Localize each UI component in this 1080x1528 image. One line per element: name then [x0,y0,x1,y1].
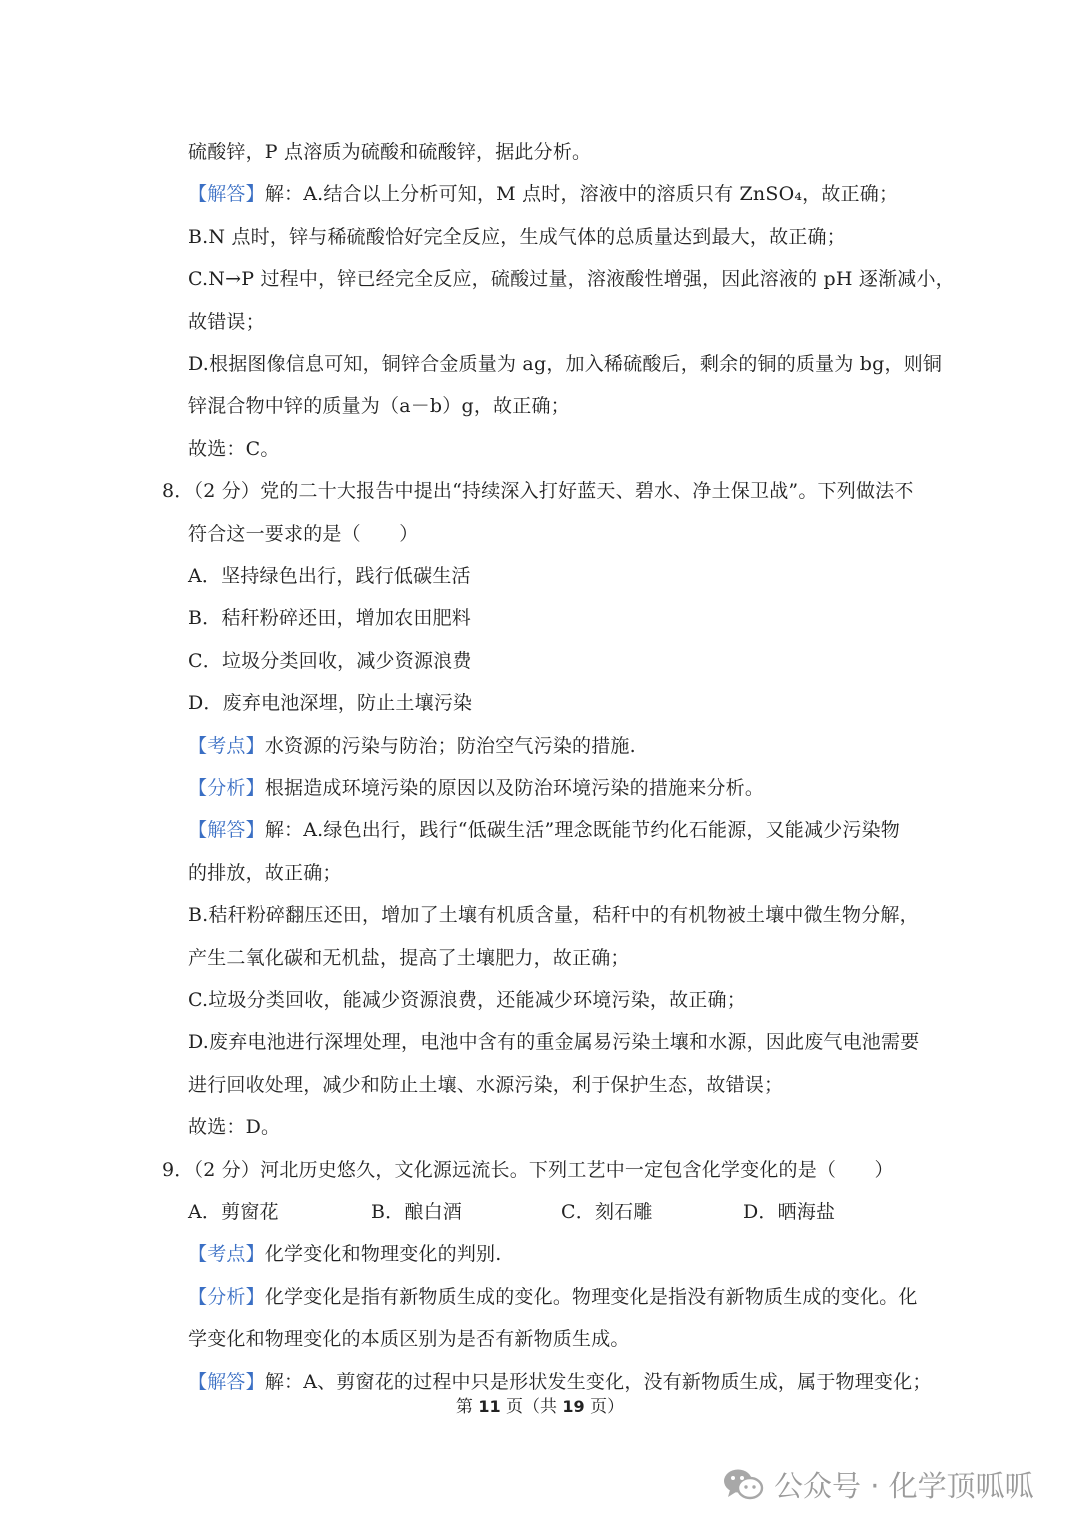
text-line [188,222,846,252]
line-text: 化学变化和物理变化的判别. [264,1243,502,1266]
line-text: 根据造成环境污染的原因以及防治环境污染的措施来分析。 [264,777,765,799]
text-line [188,561,471,591]
watermark [722,1462,1034,1506]
line-text: 化学变化是指有新物质生成的变化。物理变化是指没有新物质生成的变化。化 [264,1285,918,1308]
line-text: C.垃圾分类回收，能减少资源浪费，还能减少环境污染，故正确； [188,989,746,1011]
tag-bracket-open: 【 [188,1285,208,1308]
footer-suffix: 页） [584,1397,625,1417]
text-line [188,815,900,845]
text-line [188,179,898,209]
tag-bracket-close: 】 [245,734,265,757]
tag-bracket-close: 】 [245,1285,265,1308]
line-text: 故选：D。 [188,1116,281,1139]
tag-bracket-open: 【 [188,1243,208,1266]
text-line [188,858,342,888]
tag-bracket-close: 】 [245,1243,265,1266]
line-text: D.废弃电池进行深埋处理，电池中含有的重金属易污染土壤和水源，因此废气电池需要 [188,1031,920,1054]
page-footer [0,1394,1080,1420]
text-line [188,900,919,930]
text-line [188,1282,918,1312]
line-text: 锌混合物中锌的质量为（a－b）g，故正确； [188,395,570,418]
option-choice: B．酿白酒 [371,1201,462,1223]
section-tag: 解答 [207,819,246,842]
tag-bracket-close: 】 [245,1370,265,1393]
line-text: D.根据图像信息可知，铜锌合金质量为 ag，加入稀硫酸后，剩余的铜的质量为 bg，则铜 [188,353,943,375]
text-line [188,1239,501,1269]
text-line [188,603,471,633]
current-page-number: 11 [478,1397,501,1416]
section-tag: 考点 [207,1243,246,1266]
line-text: 符合这一要求的是（ ） [188,522,419,545]
text-line [188,731,636,761]
text-line [188,688,472,718]
text-line [188,1112,280,1142]
tag-bracket-close: 】 [245,819,265,842]
line-text: 故选：C。 [188,437,280,460]
total-page-number: 19 [562,1397,585,1416]
line-text: D．废弃电池深埋，防止土壤污染 [188,692,473,715]
tag-bracket-open: 【 [188,819,208,842]
tag-bracket-open: 【 [188,183,208,206]
line-text: 9．（2 分）河北历史悠久，文化源远流长。下列工艺中一定包含化学变化的是（ ） [162,1158,894,1181]
watermark-text: 公众号 · 化学顶呱呱 [774,1468,1034,1503]
wechat-icon [722,1467,764,1501]
line-text: 解：A.结合以上分析可知，M 点时，溶液中的溶质只有 ZnSO₄，故正确； [264,183,899,206]
text-line [188,1027,919,1057]
tag-bracket-close: 】 [245,183,265,206]
line-text: 进行回收处理，减少和防止土壤、水源污染，利于保护生态，故错误； [188,1073,784,1096]
text-line [188,1367,932,1397]
text-line [188,391,570,421]
section-tag: 解答 [207,1370,246,1393]
line-text: B.秸秆粉碎翻压还田，增加了土壤有机质含量，秸秆中的有机物被土壤中微生物分解， [188,904,919,927]
line-text: B．秸秆粉碎还田，增加农田肥料 [188,607,471,630]
line-text: 硫酸锌，P 点溶质为硫酸和硫酸锌，据此分析。 [188,141,592,163]
footer-middle: 页（共 [500,1397,563,1417]
text-line [188,434,280,464]
question-line [162,1155,894,1185]
line-text: 解：A.绿色出行，践行“低碳生活”理念既能节约化石能源，又能减少污染物 [264,819,901,842]
text-line [188,943,630,973]
footer-prefix: 第 [455,1397,479,1417]
line-text: 学变化和物理变化的本质区别为是否有新物质生成。 [188,1328,630,1351]
tag-bracket-open: 【 [188,1370,208,1393]
text-line [188,773,764,803]
tag-bracket-open: 【 [188,777,208,799]
text-line [188,519,418,549]
section-tag: 考点 [207,734,246,757]
text-line [188,307,265,337]
line-text: 8．（2 分）党的二十大报告中提出“持续深入打好蓝天、碧水、净土保卫战”。下列做法不 [162,480,914,503]
text-line [188,1324,630,1354]
section-tag: 解答 [207,183,246,206]
option-row [0,1197,1080,1227]
line-text: 解：A、剪窗花的过程中只是形状发生变化，没有新物质生成，属于物理变化； [264,1370,932,1393]
text-line [188,264,955,294]
option-choice: C．刻石雕 [561,1201,653,1223]
line-text: A．坚持绿色出行，践行低碳生活 [188,565,471,587]
text-line [188,349,942,379]
section-tag: 分析 [207,1285,246,1308]
question-line [162,476,914,506]
tag-bracket-close: 】 [245,777,265,799]
text-line [188,646,472,676]
section-tag: 分析 [207,777,246,799]
line-text: 产生二氧化碳和无机盐，提高了土壤肥力，故正确； [188,946,630,969]
option-choice: D．晒海盐 [743,1201,836,1223]
line-text: C．垃圾分类回收，减少资源浪费 [188,649,472,672]
text-line [188,985,746,1015]
option-choice: A．剪窗花 [188,1201,279,1223]
line-text: B.N 点时，锌与稀硫酸恰好完全反应，生成气体的总质量达到最大，故正确； [188,225,846,248]
line-text: 的排放，故正确； [188,861,342,884]
tag-bracket-open: 【 [188,734,208,757]
line-text: C.N→P 过程中，锌已经完全反应，硫酸过量，溶液酸性增强，因此溶液的 pH 逐渐减小， [188,268,955,291]
text-line [188,1070,783,1100]
line-text: 故错误； [188,310,265,333]
text-line [188,137,591,167]
line-text: 水资源的污染与防治；防治空气污染的措施. [264,734,636,757]
